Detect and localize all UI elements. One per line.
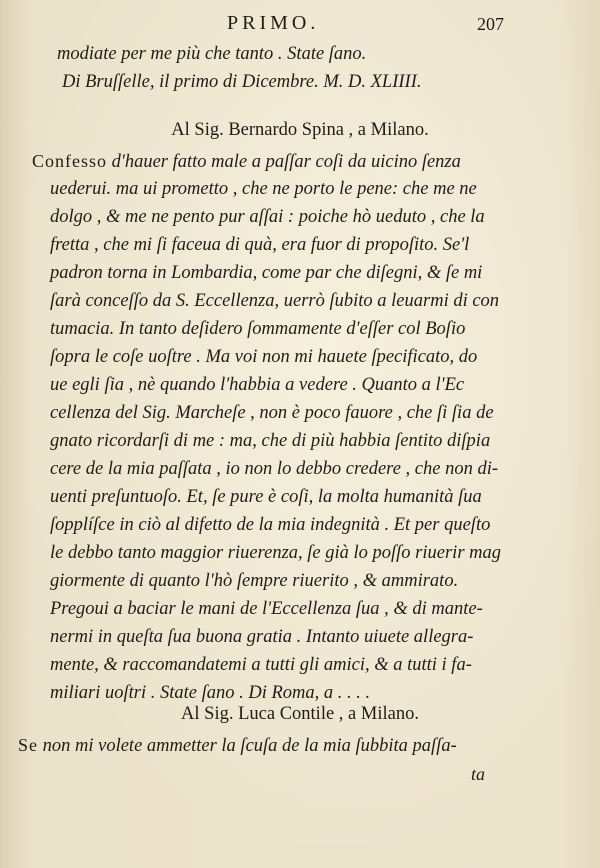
text-line: gnato ricordarſi di me : ma, che di più habbia ſentito diſpia <box>50 431 491 451</box>
running-head <box>0 12 600 40</box>
first-line-text: non mi volete ammetter la ſcuſa de la mia ſubbita paſſa- <box>42 736 457 756</box>
text-line: cere de la mia paſſata , io non lo debbo credere , che non di- <box>50 459 499 479</box>
text-line: mente, & raccomandatemi a tutti gli amici, & a tutti i fa- <box>50 655 472 675</box>
text-line: cellenza del Sig. Marcheſe , non è poco fauore , che ſi ſia de <box>50 403 494 423</box>
text-line: ue egli ſia , nè quando l'habbia a vedere . Quanto a l'Ec <box>50 375 465 395</box>
text-line-first <box>18 733 457 758</box>
text-line: padron torna in Lombardia, come par che diſegni, & ſe mi <box>50 263 483 283</box>
text-line: ſarà conceſſo da S. Eccellenza, uerrò ſubito a leuarmi di con <box>50 291 500 311</box>
text-line: miliari uoſtri . State ſano . Di Roma, a . . . . <box>50 683 371 703</box>
first-line-text: d'hauer fatto male a paſſar coſi da uicino ſenza <box>111 152 461 172</box>
letter-heading: Al Sig. Luca Contile , a Milano. <box>181 704 419 724</box>
page-number: 207 <box>477 14 504 34</box>
text-line: uenti preſuntuoſo. Et, ſe pure è coſi, la molta humanità ſua <box>50 487 482 507</box>
text-line: modiate per me più che tanto . State ſano. <box>57 44 367 64</box>
text-line-first <box>32 149 461 174</box>
letter-heading: Al Sig. Bernardo Spina , a Milano. <box>171 120 429 140</box>
text-line: fretta , che mi ſi faceua di quà, era fuor di propoſito. Se'l <box>50 235 470 255</box>
catchword: ta <box>471 764 486 784</box>
text-line: uederui. ma ui prometto , che ne porto le pene: che me ne <box>50 179 477 199</box>
dateline: Di Bruſſelle, il primo di Dicembre. M. D. XLIIII. <box>62 72 422 92</box>
opening-word: Confesso <box>32 151 107 171</box>
running-head-title: PRIMO. <box>227 12 320 34</box>
opening-word: Se <box>18 735 38 755</box>
text-line: ſopra le coſe uoſtre . Ma voi non mi hauete ſpecificato, do <box>50 347 478 367</box>
text-line: giormente di quanto l'hò ſempre riuerito , & ammirato. <box>50 571 459 591</box>
text-line: Pregoui a baciar le mani de l'Eccellenza ſua , & di mante- <box>50 599 483 619</box>
text-line: dolgo , & me ne pento pur aſſai : poiche hò ueduto , che la <box>50 207 485 227</box>
text-line: ſopplíſce in ciò al difetto de la mia indegnità . Et per queſto <box>50 515 491 535</box>
text-line: nermi in queſta ſua buona gratia . Intanto uiuete allegra- <box>50 627 474 647</box>
text-line: tumacia. In tanto deſidero ſommamente d'eſſer col Boſio <box>50 319 466 339</box>
text-line: le debbo tanto maggior riuerenza, ſe già lo poſſo riuerir mag <box>50 543 502 563</box>
